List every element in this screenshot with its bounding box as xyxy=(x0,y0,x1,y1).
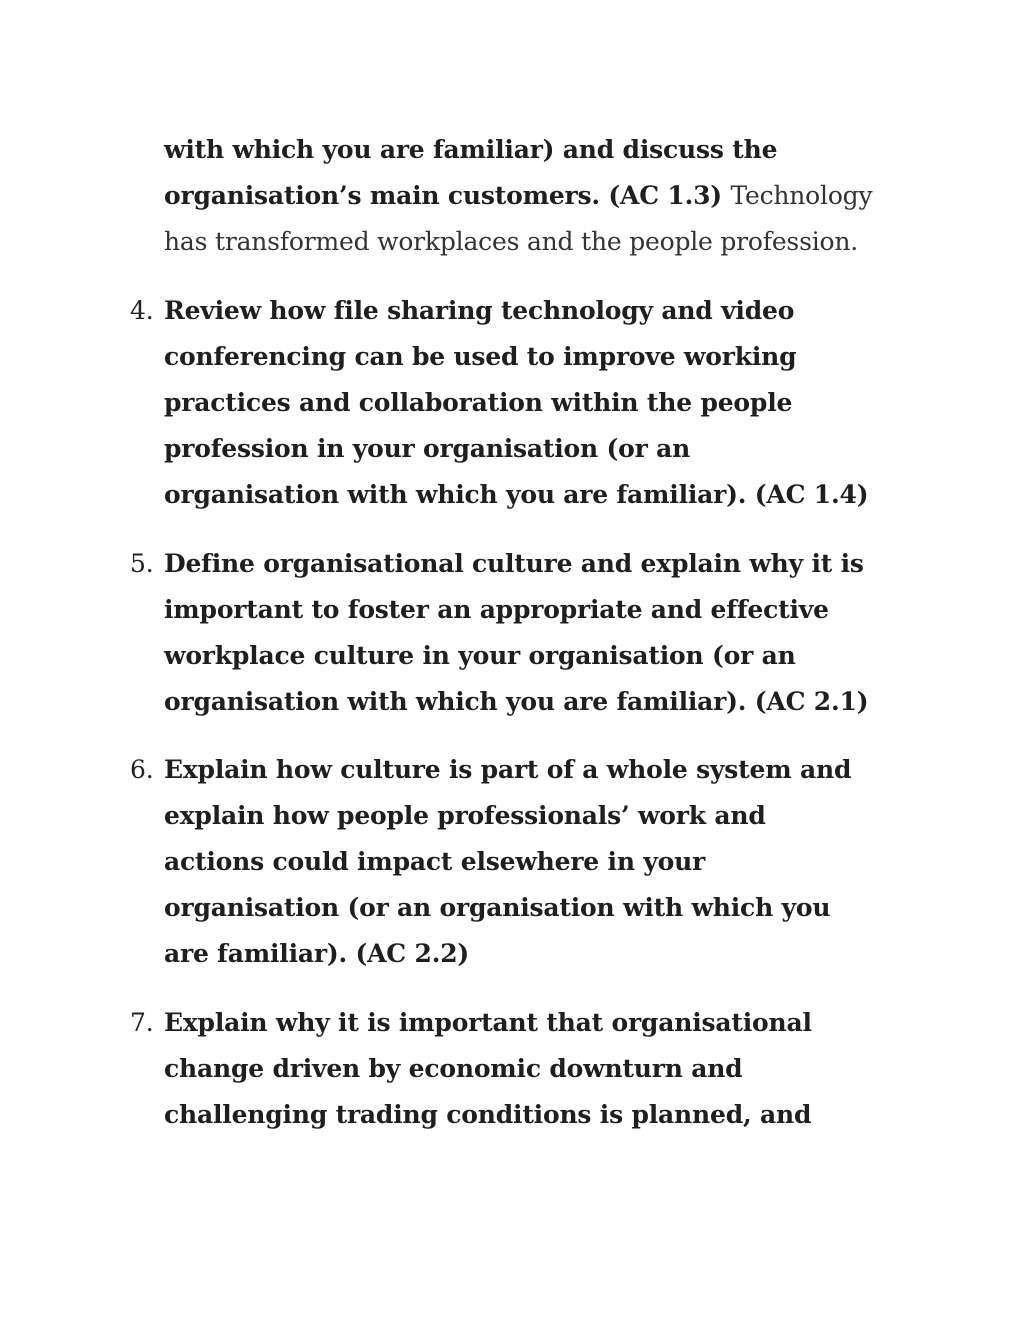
bold-text: organisation’s main customers. (AC 1.3) xyxy=(164,181,731,210)
question-line: Explain why it is important that organisational xyxy=(164,1008,812,1037)
continuation-line xyxy=(164,127,944,173)
list-item-7 xyxy=(130,1000,944,1138)
regular-text: has transformed workplaces and the people profession. xyxy=(164,227,858,256)
list-number: 6. xyxy=(130,755,154,784)
list-number: 7. xyxy=(130,1008,154,1037)
question-line: profession in your organisation (or an xyxy=(164,434,691,463)
continuation-line xyxy=(164,173,944,219)
question-line: organisation with which you are familiar). (AC 2.1) xyxy=(164,687,869,716)
list-item-6 xyxy=(130,747,944,977)
question-line: Explain how culture is part of a whole system and xyxy=(164,755,852,784)
question-line: practices and collaboration within the people xyxy=(164,388,793,417)
question-line: explain how people professionals’ work and xyxy=(164,801,766,830)
regular-text: Technology xyxy=(730,181,873,210)
bold-text: with which you are familiar) and discuss the xyxy=(164,135,778,164)
list-item-4 xyxy=(130,288,944,518)
continuation-line xyxy=(164,219,944,265)
question-line: Define organisational culture and explain why it is xyxy=(164,549,864,578)
question-line: organisation (or an organisation with which you xyxy=(164,893,831,922)
question-line: conferencing can be used to improve working xyxy=(164,342,797,371)
list-number: 4. xyxy=(130,296,154,325)
question-line: actions could impact elsewhere in your xyxy=(164,847,706,876)
question-line: workplace culture in your organisation (or an xyxy=(164,641,796,670)
question-line: organisation with which you are familiar). (AC 1.4) xyxy=(164,480,869,509)
item-3-continuation xyxy=(164,127,944,265)
question-line: important to foster an appropriate and effective xyxy=(164,595,829,624)
question-line: are familiar). (AC 2.2) xyxy=(164,939,470,968)
question-line: challenging trading conditions is planned, and xyxy=(164,1100,812,1129)
question-line: Review how file sharing technology and video xyxy=(164,296,795,325)
list-number: 5. xyxy=(130,549,154,578)
list-item-5 xyxy=(130,541,944,725)
question-line: change driven by economic downturn and xyxy=(164,1054,743,1083)
